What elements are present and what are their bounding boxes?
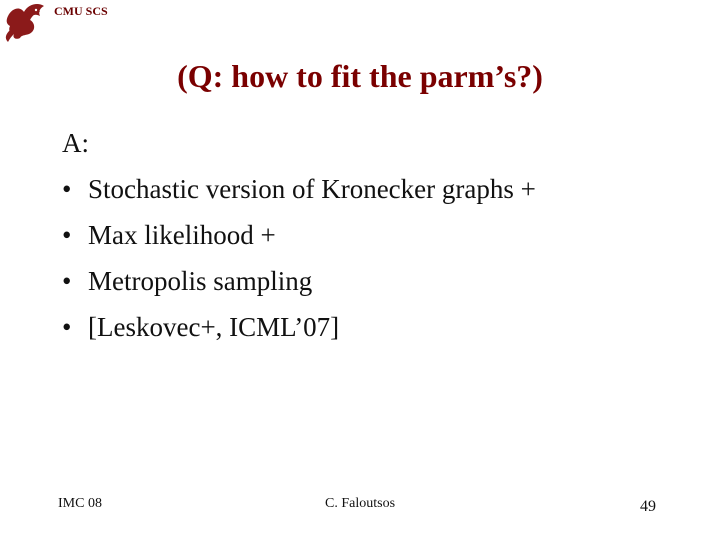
list-item bbox=[62, 258, 536, 304]
answer-lead: A: bbox=[62, 128, 89, 158]
org-label: CMU SCS bbox=[54, 4, 108, 18]
griffin-eye bbox=[35, 9, 37, 11]
bullet-text: Metropolis sampling bbox=[88, 266, 313, 296]
slide-title: (Q: how to fit the parm’s?) bbox=[177, 58, 543, 94]
bullet-list bbox=[62, 166, 536, 350]
list-item bbox=[62, 212, 536, 258]
griffin-logo bbox=[2, 2, 46, 44]
bullet-text: [Leskovec+, ICML’07] bbox=[88, 312, 340, 342]
bullet-marker: • bbox=[62, 220, 72, 250]
slide-body bbox=[62, 120, 536, 350]
page-number: 49 bbox=[640, 498, 656, 515]
bullet-marker: • bbox=[62, 312, 72, 342]
bullet-text: Max likelihood + bbox=[88, 220, 276, 250]
list-item bbox=[62, 304, 536, 350]
footer-venue: IMC 08 bbox=[58, 496, 102, 511]
bullet-marker: • bbox=[62, 174, 72, 204]
list-item bbox=[62, 166, 536, 212]
bullet-marker: • bbox=[62, 266, 72, 296]
bullet-text: Stochastic version of Kronecker graphs + bbox=[88, 174, 536, 204]
footer-author: C. Faloutsos bbox=[325, 496, 396, 511]
